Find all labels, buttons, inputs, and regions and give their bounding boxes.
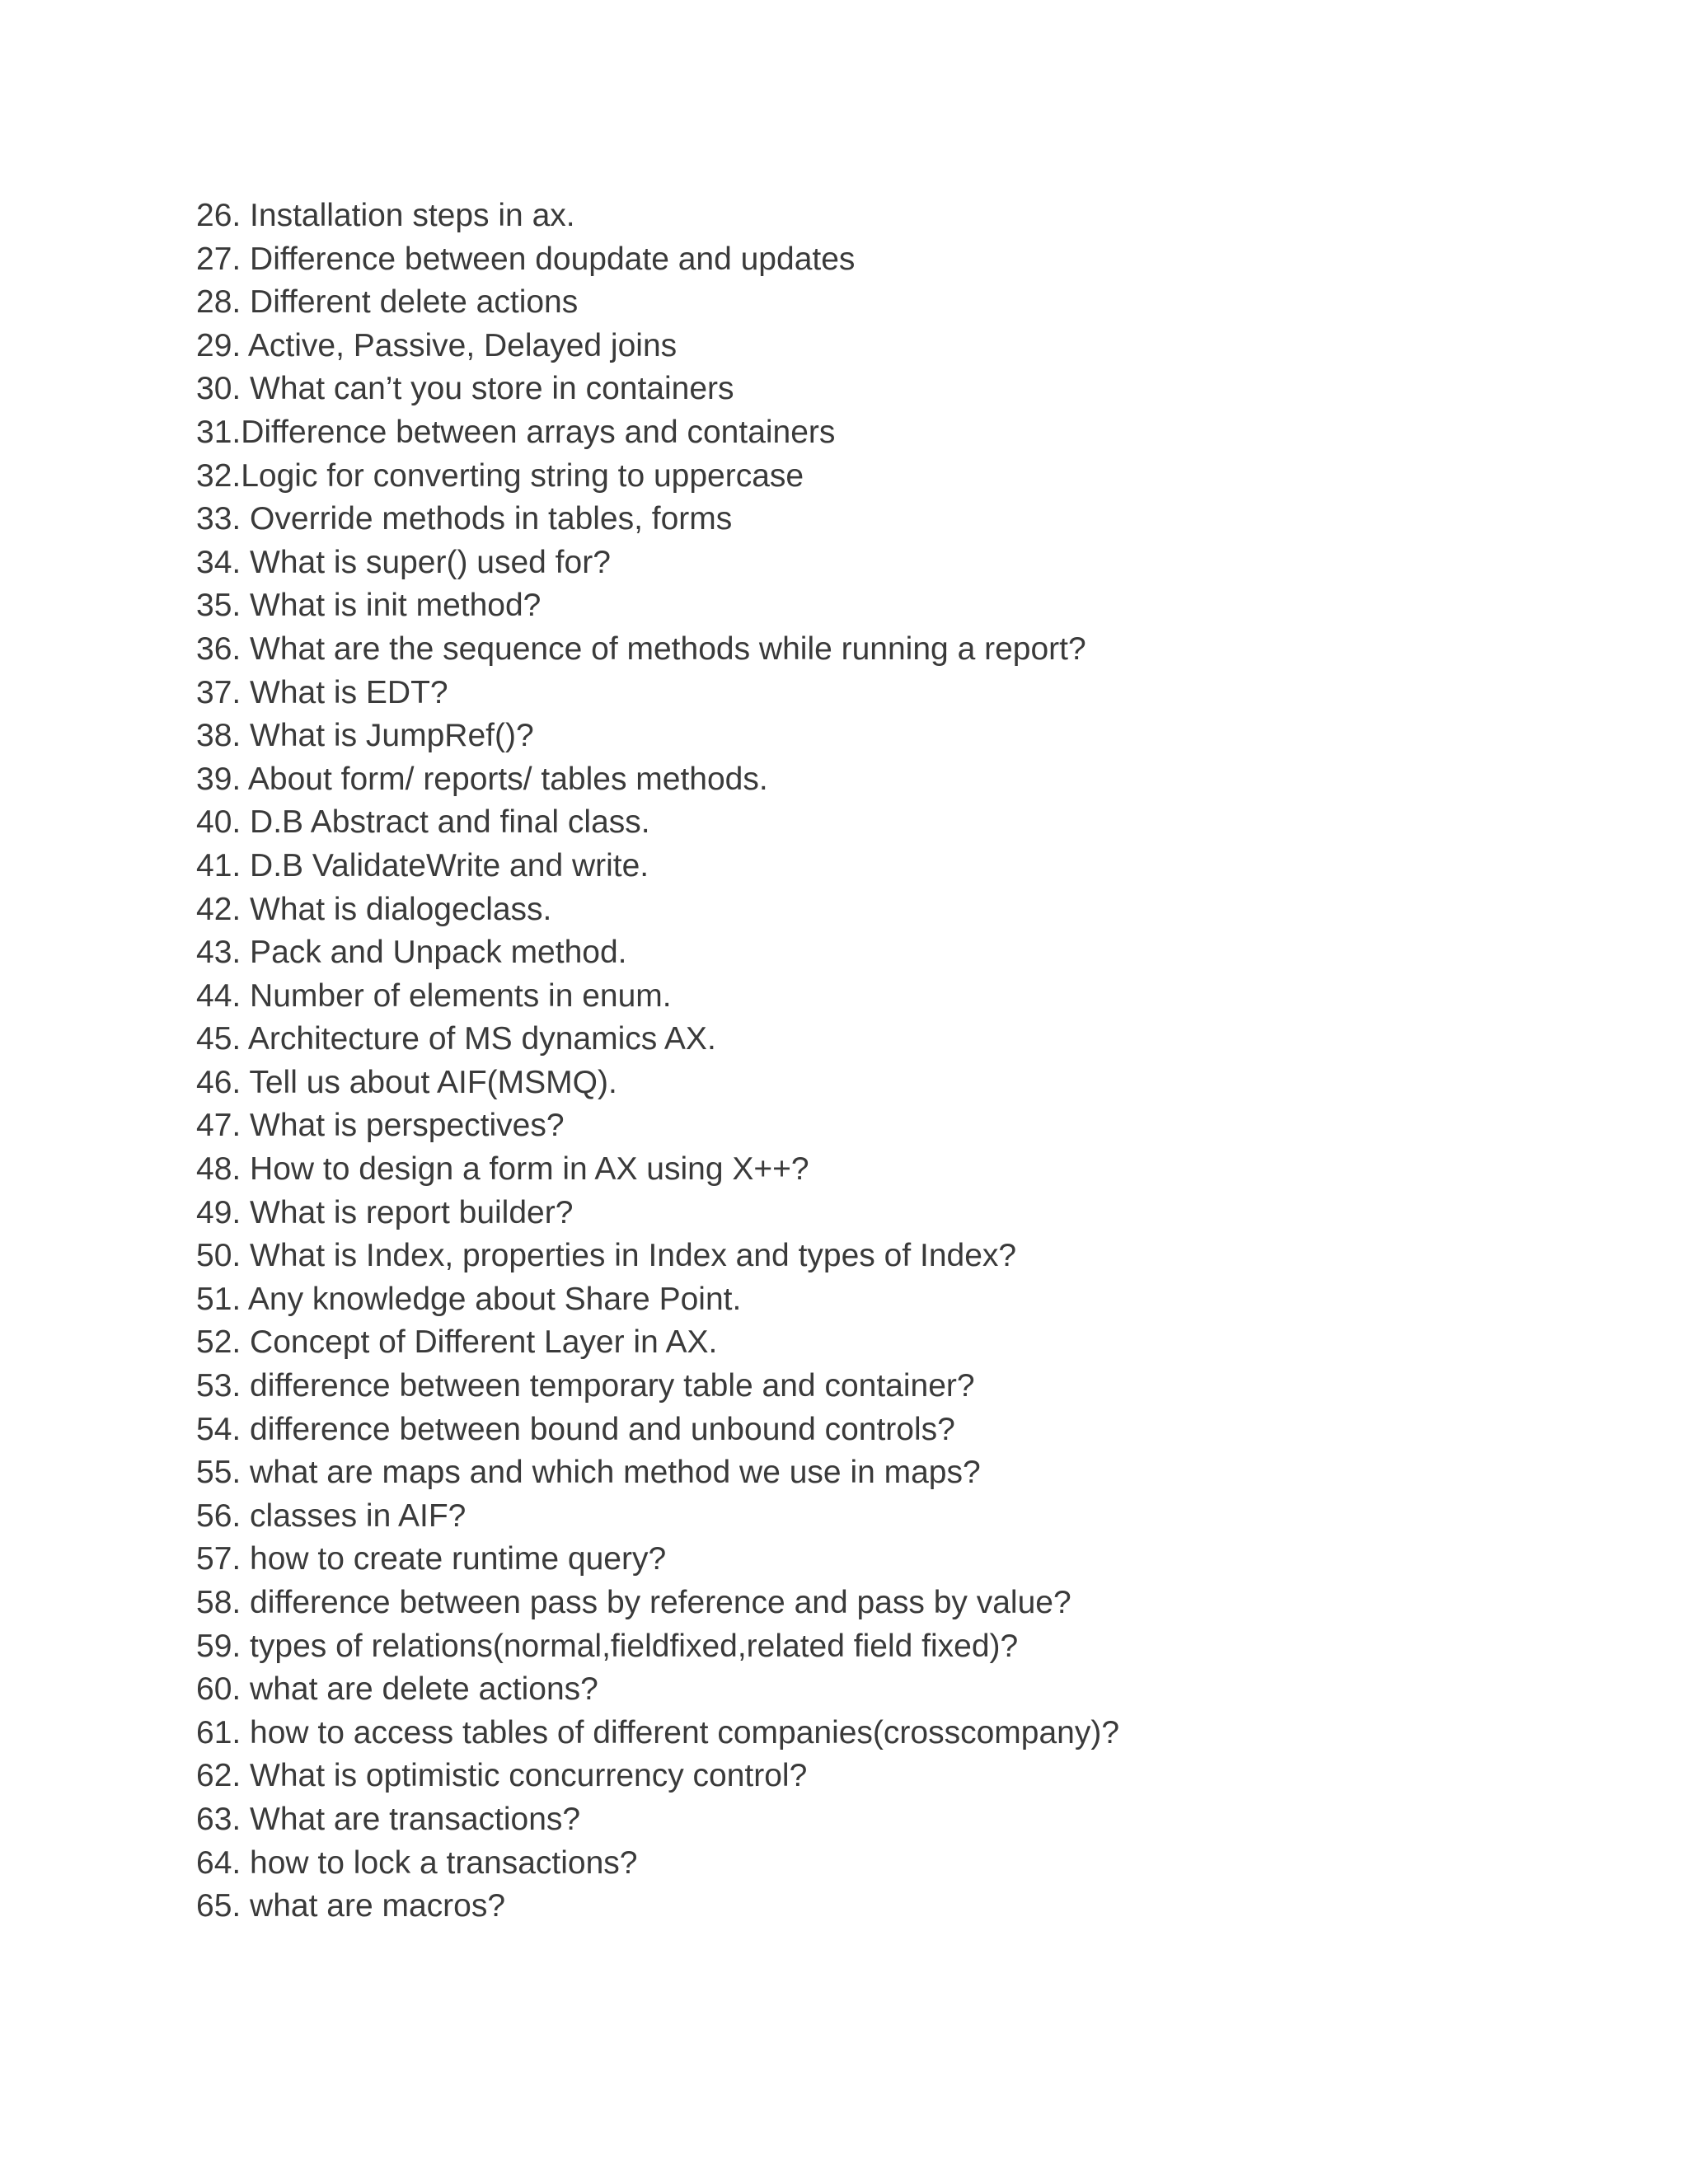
list-item: 41. D.B ValidateWrite and write. [196,847,649,883]
list-item: 62. What is optimistic concurrency control? [196,1758,808,1794]
list-item: 57. how to create runtime query? [196,1541,667,1577]
list-item: 44. Number of elements in enum. [196,977,672,1014]
list-item: 55. what are maps and which method we use in maps? [196,1455,981,1491]
question-list [196,194,1597,1929]
list-item: 65. what are macros? [196,1888,506,1924]
list-item: 45. Architecture of MS dynamics AX. [196,1021,716,1057]
list-item: 33. Override methods in tables, forms [196,501,733,537]
list-item: 36. What are the sequence of methods while running a report? [196,630,1086,667]
list-item: 39. About form/ reports/ tables methods. [196,761,768,797]
list-item: 26. Installation steps in ax. [196,198,575,233]
list-item: 58. difference between pass by reference and pass by value? [196,1585,1071,1620]
list-item: 51. Any knowledge about Share Point. [196,1281,742,1317]
list-item: 38. What is JumpRef()? [196,718,534,754]
list-item: 53. difference between temporary table and container? [196,1368,975,1404]
list-item: 63. What are transactions? [196,1801,581,1837]
list-item: 54. difference between bound and unbound controls? [196,1411,955,1447]
list-item: 46. Tell us about AIF(MSMQ). [196,1064,617,1100]
list-item: 47. What is perspectives? [196,1108,565,1144]
list-item: 31.Difference between arrays and containers [196,414,836,450]
list-item: 59. types of relations(normal,fieldfixed,related field fixed)? [196,1628,1019,1664]
list-item: 35. What is init method? [196,588,542,624]
list-item: 32.Logic for converting string to uppercase [196,457,804,494]
list-item: 60. what are delete actions? [196,1671,598,1708]
list-item: 56. classes in AIF? [196,1497,467,1534]
list-item: 37. What is EDT? [196,674,448,710]
list-item: 42. What is dialogeclass. [196,891,552,927]
list-item: 28. Different delete actions [196,284,579,321]
list-item: 34. What is super() used for? [196,544,611,580]
list-item: 61. how to access tables of different companies(crosscompany)? [196,1714,1120,1750]
list-item: 64. how to lock a transactions? [196,1844,638,1881]
list-item: 29. Active, Passive, Delayed joins [196,327,678,363]
list-item: 48. How to design a form in AX using X++? [196,1151,809,1188]
list-item: 27. Difference between doupdate and updates [196,241,856,277]
list-item: 49. What is report builder? [196,1194,574,1230]
list-item: 30. What can’t you store in containers [196,371,734,407]
list-item: 50. What is Index, properties in Index and types of Index? [196,1238,1017,1274]
list-item: 43. Pack and Unpack method. [196,935,627,971]
list-item: 40. D.B Abstract and final class. [196,804,650,841]
list-item: 52. Concept of Different Layer in AX. [196,1324,718,1361]
